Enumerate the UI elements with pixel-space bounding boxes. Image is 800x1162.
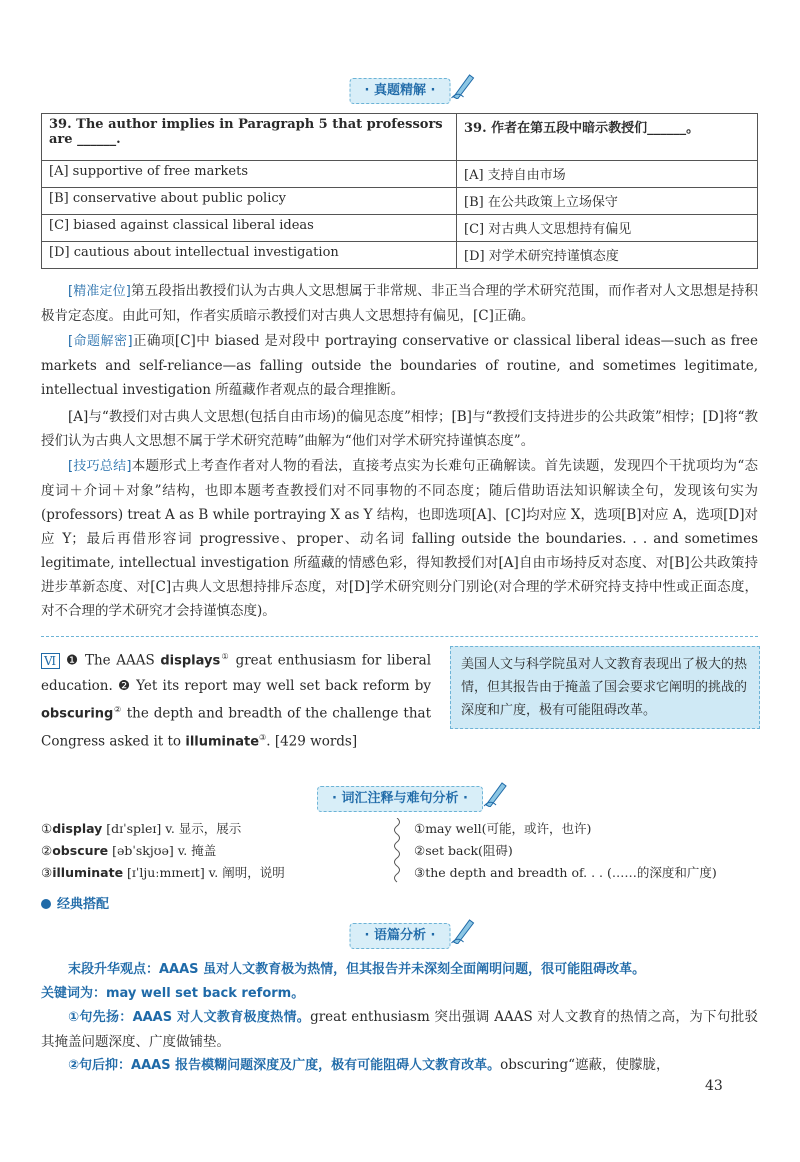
phrase-list — [414, 818, 754, 884]
discourse-sentence-1: ①句先扬：AAAS 对人文教育极度热情。great enthusiasm 突出强调 AAAS 对人文教育的热情之高，为下句批驳其掩盖问题深度、广度做铺垫。 — [41, 1009, 758, 1050]
phrase-item: ②set back(阻碍) — [414, 843, 513, 858]
spiral-divider — [392, 818, 402, 884]
translation-box: 美国人文与科学院虽对人文教育表现出了极大的热情，但其报告由于掩盖了国会要求它阐明的挑战的深度和广度，极有可能阻碍改革。 — [450, 646, 760, 729]
section-banner-zhenti: · 真题精解 · — [350, 78, 451, 104]
question-en: 39. The author implies in Paragraph 5 that professors are ______. — [42, 114, 457, 161]
table-row — [42, 114, 758, 161]
option-en: [A] supportive of free markets — [42, 161, 457, 188]
pen-icon — [449, 916, 475, 944]
pen-icon — [449, 71, 475, 99]
option-cn: [C] 对古典人文思想持有偏见 — [457, 215, 758, 242]
divider — [41, 636, 758, 637]
bullet-icon — [41, 899, 51, 909]
analysis-locate: [精准定位]第五段指出教授们认为古典人文思想属于非常规、非正当合理的学术研究范围，而作者对人文思想是持积极肯定态度。由此可知，作者实质暗示教授们对古典人文思想持有偏见，[C]正确。 — [41, 283, 758, 324]
option-cn: [D] 对学术研究持谨慎态度 — [457, 242, 758, 269]
keyword: illuminate — [185, 734, 260, 750]
discourse-sentence-2: ②句后抑：AAAS 报告模糊问题深度及广度，极有可能阻碍人文教育改革。obscuring“遮蔽，使朦胧， — [68, 1057, 670, 1073]
option-cn: [A] 支持自由市场 — [457, 161, 758, 188]
keyword: displays — [160, 653, 221, 669]
paragraph-number: Ⅵ — [41, 653, 60, 669]
vocab-item: ①display [dɪˈspleɪ] v. 显示，展示 — [41, 821, 242, 836]
analysis-decode: [命题解密]正确项[C]中 biased 是对段中 portraying conservative or classical liberal ideas—such as free markets and self-reliance—as falling outside the boundaries of routine, and sometimes legitimate, intellectual investigation 所蕴藏作者观点的最合理推断。 — [41, 333, 758, 398]
pen-icon — [482, 779, 508, 807]
vocab-list — [41, 818, 381, 884]
question-cn: 39. 作者在第五段中暗示教授们______。 — [457, 114, 758, 161]
analysis-distractors: [A]与“教授们对古典人文思想(包括自由市场)的偏见态度”相悖；[B]与“教授们支持进步的公共政策”相悖；[D]将“教授们认为古典人文思想不属于学术研究范畴”曲解为“他们对学术研究持谨慎态度”。 — [41, 409, 758, 449]
table-row — [42, 188, 758, 215]
keyword: obscuring — [41, 706, 114, 721]
section-banner-vocab: · 词汇注释与难句分析 · — [317, 786, 483, 812]
passage-paragraph: Ⅵ ❶ The AAAS displays① great enthusiasm for liberal education. ❷ Yet its report may well set back reform by obscuring② the depth and breadth of the challenge that Congress asked it to illuminate③. [429 words] — [41, 652, 432, 750]
phrase-item: ①may well(可能，或许，也许) — [414, 821, 592, 836]
table-row — [42, 161, 758, 188]
question-table — [41, 113, 758, 269]
analysis-skills: [技巧总结]本题形式上考查作者对人物的看法，直接考点实为长难句正确解读。首先读题，发现四个干扰项均为“态度词＋介词＋对象”结构，也即本题考查教授们对不同事物的不同态度；随后借助语法知识解读全句，发现该句实为(professors) treat A as B while portraying X as Y 结构，也即选项[A]、[C]均对应 X，选项[B]对应 A，选项[D]对应 Y；最后再借形容词 progressive、proper、动名词 falling outside the boundaries. . . and sometimes legitimate, intellectual investigation 所蕴藏的情感色彩，得知教授们对[A]自由市场持反对态度、对[B]公共政策持进步革新态度、对[C]古典人文思想持排斥态度，对[D]学术研究则分门别论(对合理的学术研究持支持中性或正面态度，对不合理的学术研究才会持谨慎态度)。 — [41, 458, 758, 619]
discourse-keyword: 关键词为：may well set back reform。 — [41, 986, 305, 1001]
table-row — [42, 215, 758, 242]
section-banner-discourse: · 语篇分析 · — [350, 923, 451, 949]
option-en: [C] biased against classical liberal ideas — [42, 215, 457, 242]
option-cn: [B] 在公共政策上立场保守 — [457, 188, 758, 215]
page-number: 43 — [705, 1078, 723, 1094]
discourse-summary: 末段升华观点：AAAS 虽对人文教育极为热情，但其报告并未深刻全面阐明问题，很可能阻碍改革。 — [68, 962, 646, 977]
word-count: [429 words] — [274, 733, 358, 750]
vocab-item: ③illuminate [ɪˈljuːmɪneɪt] v. 阐明，说明 — [41, 865, 285, 880]
option-en: [B] conservative about public policy — [42, 188, 457, 215]
classic-collocation-title: 经典搭配 — [41, 893, 109, 912]
table-row — [42, 242, 758, 269]
option-en: [D] cautious about intellectual investigation — [42, 242, 457, 269]
vocab-item: ②obscure [əbˈskjʊə] v. 掩盖 — [41, 843, 217, 858]
phrase-item: ③the depth and breadth of. . . (……的深度和广度) — [414, 865, 717, 880]
